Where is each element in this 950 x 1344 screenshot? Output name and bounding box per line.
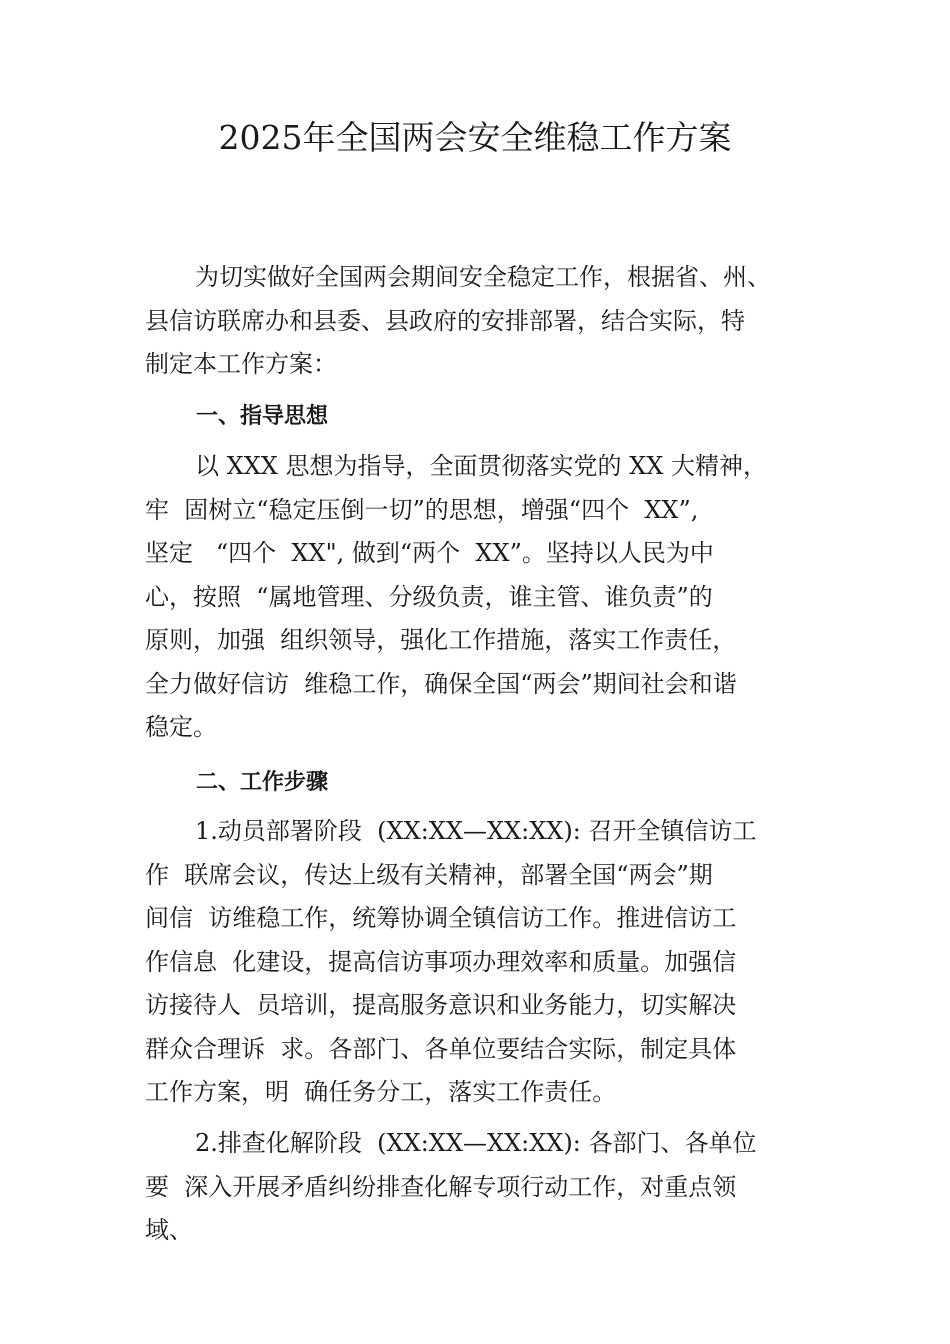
paragraph-line: 1.动员部署阶段 (XX:XX—XX:XX): 召开全镇信访工	[195, 817, 757, 845]
paragraph-line: 作信息 化建设，提高信访事项办理效率和质量。加强信	[145, 947, 737, 976]
paragraph-line: 为切实做好全国两会期间安全稳定工作，根据省、州、	[195, 263, 771, 291]
step2-paragraph	[145, 1122, 825, 1253]
section-heading-guiding-ideology: 一、指导思想	[196, 404, 329, 429]
paragraph-line: 群众合理诉 求。各部门、各单位要结合实际，制定具体	[145, 1034, 737, 1063]
paragraph-line: 间信 访维稳工作，统筹协调全镇信访工作。推进信访工	[145, 904, 737, 932]
paragraph-line: 稳定。	[145, 713, 217, 741]
paragraph-line: 访接待人 员培训，提高服务意识和业务能力，切实解决	[145, 991, 737, 1019]
paragraph-line: 工作方案，明 确任务分工，落实工作责任。	[145, 1078, 617, 1106]
document-title: 2025年全国两会安全维稳工作方案	[218, 118, 732, 157]
paragraph-line: 坚定 “四个 XX", 做到“两个 XX”。坚持以人民为中	[145, 539, 714, 567]
paragraph-line: 作 联席会议，传达上级有关精神，部署全国“两会”期	[145, 860, 713, 889]
guiding-ideology-paragraph	[145, 445, 825, 750]
paragraph-line: 县信访联席办和县委、县政府的安排部署，结合实际，特	[145, 306, 745, 335]
paragraph-line: 2.排查化解阶段 (XX:XX—XX:XX): 各部门、各单位	[195, 1129, 757, 1157]
paragraph-line: 原则，加强 组织领导，强化工作措施，落实工作责任，	[145, 626, 737, 654]
step1-paragraph	[145, 810, 825, 1115]
section-heading-work-steps: 二、工作步骤	[196, 770, 329, 795]
paragraph-line: 牢 固树立“稳定压倒一切”的思想，增强“四个 XX”,	[145, 495, 699, 524]
paragraph-line: 域、	[145, 1216, 193, 1244]
paragraph-line: 要 深入开展矛盾纠纷排查化解专项行动工作，对重点领	[145, 1172, 737, 1201]
paragraph-line: 全力做好信访 维稳工作，确保全国“两会”期间社会和谐	[145, 669, 737, 698]
paragraph-line: 心，按照 “属地管理、分级负责，谁主管、谁负责”的	[145, 582, 713, 611]
intro-paragraph	[145, 256, 825, 387]
paragraph-line: 制定本工作方案：	[145, 350, 337, 378]
paragraph-line: 以 XXX 思想为指导，全面贯彻落实党的 XX 大精神，	[195, 452, 767, 480]
